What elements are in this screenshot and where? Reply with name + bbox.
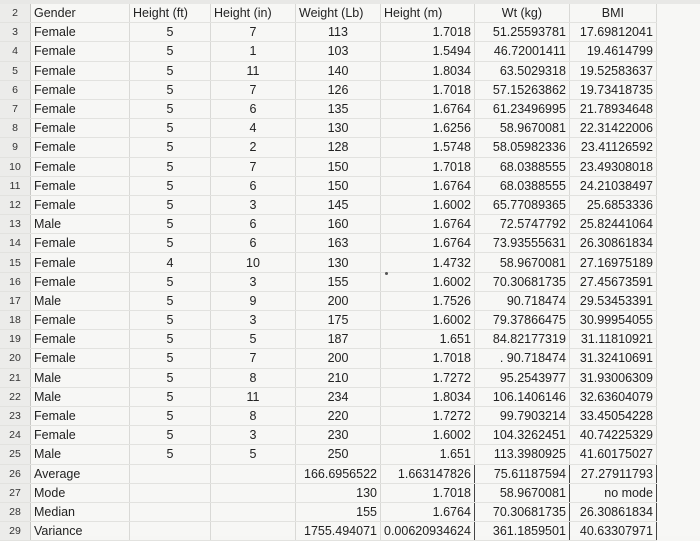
cell-height-m[interactable]: 1.7018 <box>381 23 475 42</box>
row-number[interactable]: 13 <box>0 215 31 234</box>
cell-height-in[interactable]: 11 <box>211 387 296 406</box>
cell-height-m[interactable]: 1.6764 <box>381 234 475 253</box>
cell-wt-kg[interactable]: . 90.718474 <box>474 349 569 368</box>
cell-height-ft[interactable]: 5 <box>130 234 211 253</box>
cell-height-ft[interactable]: 5 <box>130 445 211 464</box>
cell-height-in[interactable]: 2 <box>211 138 296 157</box>
row-number[interactable]: 24 <box>0 426 31 445</box>
cell-height-in[interactable]: 8 <box>211 368 296 387</box>
cell-height-in[interactable]: 7 <box>211 23 296 42</box>
cell-gender[interactable]: Female <box>31 42 130 61</box>
table-row <box>0 291 656 310</box>
cell-height-ft[interactable]: 5 <box>130 80 211 99</box>
cell-bmi[interactable]: 17.69812041 <box>569 23 656 42</box>
row-number[interactable]: 20 <box>0 349 31 368</box>
cell-empty[interactable] <box>130 483 211 502</box>
cell-height-in[interactable]: 5 <box>211 445 296 464</box>
cell-bmi[interactable]: 31.32410691 <box>569 349 656 368</box>
cell-height-in[interactable]: 1 <box>211 42 296 61</box>
cell-empty[interactable] <box>211 464 296 483</box>
cell-height-m[interactable]: 1.7526 <box>381 291 475 310</box>
cell-gender[interactable]: Female <box>31 349 130 368</box>
cell-height-in[interactable]: 9 <box>211 291 296 310</box>
row-number[interactable]: 18 <box>0 311 31 330</box>
cell-gender[interactable]: Female <box>31 99 130 118</box>
table-row <box>0 119 656 138</box>
cell-bmi[interactable]: 31.93006309 <box>569 368 656 387</box>
row-number[interactable]: 14 <box>0 234 31 253</box>
header-height-ft[interactable]: Height (ft) <box>130 4 211 23</box>
cell-gender[interactable]: Female <box>31 272 130 291</box>
table-row <box>0 387 656 406</box>
cell-height-in[interactable]: 7 <box>211 349 296 368</box>
row-number[interactable]: 7 <box>0 99 31 118</box>
cell-height-ft[interactable]: 5 <box>130 61 211 80</box>
row-number[interactable]: 19 <box>0 330 31 349</box>
cell-height-ft[interactable]: 5 <box>130 311 211 330</box>
header-wt-kg[interactable]: Wt (kg) <box>474 4 569 23</box>
cell-height-in[interactable]: 6 <box>211 176 296 195</box>
cell-stat-label[interactable]: Mode <box>31 483 130 502</box>
row-number[interactable]: 6 <box>0 80 31 99</box>
cell-stat-bmi[interactable]: no mode <box>569 483 656 502</box>
cell-bmi[interactable]: 24.21038497 <box>569 176 656 195</box>
table-row <box>0 157 656 176</box>
cell-weight-lb[interactable]: 113 <box>296 23 381 42</box>
stats-row <box>0 464 656 483</box>
cell-wt-kg[interactable]: 57.15263862 <box>474 80 569 99</box>
table-row <box>0 195 656 214</box>
cell-height-m[interactable]: 1.7018 <box>381 349 475 368</box>
header-bmi[interactable]: BMI <box>569 4 656 23</box>
cell-stat-wt-kg[interactable]: 75.61187594 <box>474 464 569 483</box>
cell-height-m[interactable]: 1.6256 <box>381 119 475 138</box>
cell-bmi[interactable]: 22.31422006 <box>569 119 656 138</box>
cell-height-ft[interactable]: 5 <box>130 195 211 214</box>
cell-stat-bmi[interactable]: 40.63307971 <box>569 522 656 541</box>
table-row <box>0 349 656 368</box>
row-number[interactable]: 8 <box>0 119 31 138</box>
cell-height-in[interactable]: 6 <box>211 215 296 234</box>
cell-weight-lb[interactable]: 163 <box>296 234 381 253</box>
cell-height-in[interactable]: 6 <box>211 234 296 253</box>
data-table <box>0 4 657 541</box>
cell-height-in[interactable]: 10 <box>211 253 296 272</box>
row-number[interactable]: 3 <box>0 23 31 42</box>
cell-height-ft[interactable]: 5 <box>130 387 211 406</box>
cell-bmi[interactable]: 25.82441064 <box>569 215 656 234</box>
cell-height-m[interactable]: 1.6764 <box>381 176 475 195</box>
cell-weight-lb[interactable]: 130 <box>296 119 381 138</box>
table-row <box>0 426 656 445</box>
cell-bmi[interactable]: 32.63604079 <box>569 387 656 406</box>
table-row <box>0 176 656 195</box>
row-number[interactable]: 5 <box>0 61 31 80</box>
cell-height-m[interactable]: 1.651 <box>381 330 475 349</box>
row-number[interactable]: 23 <box>0 406 31 425</box>
cell-height-in[interactable]: 6 <box>211 99 296 118</box>
cell-bmi[interactable]: 33.45054228 <box>569 406 656 425</box>
cell-wt-kg[interactable]: 58.9670081 <box>474 253 569 272</box>
cell-bmi[interactable]: 27.45673591 <box>569 272 656 291</box>
cell-stat-bmi[interactable]: 27.27911793 <box>569 464 656 483</box>
table-row <box>0 80 656 99</box>
cell-wt-kg[interactable]: 79.37866475 <box>474 311 569 330</box>
cell-height-m[interactable]: 1.6002 <box>381 311 475 330</box>
cell-height-m[interactable]: 1.7018 <box>381 157 475 176</box>
cell-weight-lb[interactable]: 155 <box>296 272 381 291</box>
cell-height-ft[interactable]: 5 <box>130 138 211 157</box>
cell-gender[interactable]: Male <box>31 368 130 387</box>
cell-empty[interactable] <box>130 464 211 483</box>
cell-weight-lb[interactable]: 160 <box>296 215 381 234</box>
cell-weight-lb[interactable]: 128 <box>296 138 381 157</box>
cell-stat-weight-lb[interactable]: 166.6956522 <box>296 464 381 483</box>
cell-bmi[interactable]: 31.11810921 <box>569 330 656 349</box>
cell-wt-kg[interactable]: 113.3980925 <box>474 445 569 464</box>
cell-height-m[interactable]: 1.5494 <box>381 42 475 61</box>
cell-gender[interactable]: Female <box>31 253 130 272</box>
cell-wt-kg[interactable]: 46.72001411 <box>474 42 569 61</box>
row-number[interactable]: 27 <box>0 483 31 502</box>
cell-height-m[interactable]: 1.8034 <box>381 61 475 80</box>
cell-bmi[interactable]: 23.41126592 <box>569 138 656 157</box>
cell-weight-lb[interactable]: 250 <box>296 445 381 464</box>
table-row <box>0 272 656 291</box>
header-weight-lb[interactable]: Weight (Lb) <box>296 4 381 23</box>
header-gender[interactable]: Gender <box>31 4 130 23</box>
cell-weight-lb[interactable]: 175 <box>296 311 381 330</box>
row-number[interactable]: 9 <box>0 138 31 157</box>
cell-wt-kg[interactable]: 61.23496995 <box>474 99 569 118</box>
cell-gender[interactable]: Female <box>31 406 130 425</box>
cell-weight-lb[interactable]: 234 <box>296 387 381 406</box>
cell-gender[interactable]: Female <box>31 157 130 176</box>
table-row <box>0 445 656 464</box>
cell-weight-lb[interactable]: 140 <box>296 61 381 80</box>
cell-gender[interactable]: Female <box>31 138 130 157</box>
cell-bmi[interactable]: 29.53453391 <box>569 291 656 310</box>
cell-weight-lb[interactable]: 145 <box>296 195 381 214</box>
table-row <box>0 138 656 157</box>
cell-stat-label[interactable]: Variance <box>31 522 130 541</box>
row-number[interactable]: 25 <box>0 445 31 464</box>
cell-stat-wt-kg[interactable]: 58.9670081 <box>474 483 569 502</box>
cell-height-ft[interactable]: 5 <box>130 272 211 291</box>
cell-weight-lb[interactable]: 220 <box>296 406 381 425</box>
row-number[interactable]: 10 <box>0 157 31 176</box>
row-number[interactable]: 15 <box>0 253 31 272</box>
stray-dot <box>385 272 388 275</box>
table-row <box>0 253 656 272</box>
cell-height-ft[interactable]: 5 <box>130 23 211 42</box>
cell-stat-wt-kg[interactable]: 361.1859501 <box>474 522 569 541</box>
cell-weight-lb[interactable]: 200 <box>296 349 381 368</box>
cell-stat-height-m[interactable]: 1.663147826 <box>381 464 475 483</box>
cell-height-in[interactable]: 7 <box>211 157 296 176</box>
cell-bmi[interactable]: 41.60175027 <box>569 445 656 464</box>
cell-height-m[interactable]: 1.7272 <box>381 406 475 425</box>
cell-gender[interactable]: Female <box>31 23 130 42</box>
cell-stat-label[interactable]: Median <box>31 502 130 521</box>
cell-wt-kg[interactable]: 63.5029318 <box>474 61 569 80</box>
cell-height-ft[interactable]: 5 <box>130 330 211 349</box>
cell-height-ft[interactable]: 5 <box>130 215 211 234</box>
cell-stat-weight-lb[interactable]: 1755.494071 <box>296 522 381 541</box>
row-number[interactable]: 29 <box>0 522 31 541</box>
row-number[interactable]: 11 <box>0 176 31 195</box>
cell-height-m[interactable]: 1.651 <box>381 445 475 464</box>
cell-wt-kg[interactable]: 104.3262451 <box>474 426 569 445</box>
cell-weight-lb[interactable]: 103 <box>296 42 381 61</box>
table-row <box>0 330 656 349</box>
stats-row <box>0 522 656 541</box>
cell-weight-lb[interactable]: 200 <box>296 291 381 310</box>
table-row <box>0 234 656 253</box>
cell-wt-kg[interactable]: 65.77089365 <box>474 195 569 214</box>
cell-height-in[interactable]: 3 <box>211 272 296 291</box>
cell-height-m[interactable]: 1.6002 <box>381 195 475 214</box>
table-row <box>0 99 656 118</box>
cell-weight-lb[interactable]: 150 <box>296 157 381 176</box>
cell-bmi[interactable]: 30.99954055 <box>569 311 656 330</box>
table-row <box>0 215 656 234</box>
cell-wt-kg[interactable]: 99.7903214 <box>474 406 569 425</box>
cell-stat-label[interactable]: Average <box>31 464 130 483</box>
cell-gender[interactable]: Female <box>31 80 130 99</box>
cell-gender[interactable]: Male <box>31 291 130 310</box>
cell-height-in[interactable]: 3 <box>211 311 296 330</box>
cell-bmi[interactable]: 40.74225329 <box>569 426 656 445</box>
cell-height-m[interactable]: 1.4732 <box>381 253 475 272</box>
row-number[interactable]: 4 <box>0 42 31 61</box>
cell-height-m[interactable]: 1.6764 <box>381 215 475 234</box>
cell-height-m[interactable]: 1.8034 <box>381 387 475 406</box>
cell-height-ft[interactable]: 4 <box>130 253 211 272</box>
row-number[interactable]: 2 <box>0 4 31 23</box>
cell-height-in[interactable]: 7 <box>211 80 296 99</box>
cell-gender[interactable]: Female <box>31 176 130 195</box>
cell-height-ft[interactable]: 5 <box>130 42 211 61</box>
cell-gender[interactable]: Female <box>31 426 130 445</box>
cell-height-ft[interactable]: 5 <box>130 426 211 445</box>
stats-row <box>0 502 656 521</box>
table-row <box>0 42 656 61</box>
cell-bmi[interactable]: 19.52583637 <box>569 61 656 80</box>
cell-height-ft[interactable]: 5 <box>130 176 211 195</box>
cell-height-in[interactable]: 8 <box>211 406 296 425</box>
cell-height-in[interactable]: 4 <box>211 119 296 138</box>
cell-stat-weight-lb[interactable]: 130 <box>296 483 381 502</box>
cell-height-ft[interactable]: 5 <box>130 157 211 176</box>
cell-gender[interactable]: Female <box>31 195 130 214</box>
row-number[interactable]: 12 <box>0 195 31 214</box>
cell-bmi[interactable]: 19.4614799 <box>569 42 656 61</box>
cell-weight-lb[interactable]: 187 <box>296 330 381 349</box>
cell-gender[interactable]: Female <box>31 119 130 138</box>
row-number[interactable]: 21 <box>0 368 31 387</box>
cell-wt-kg[interactable]: 58.05982336 <box>474 138 569 157</box>
cell-wt-kg[interactable]: 68.0388555 <box>474 157 569 176</box>
cell-wt-kg[interactable]: 84.82177319 <box>474 330 569 349</box>
cell-bmi[interactable]: 21.78934648 <box>569 99 656 118</box>
cell-gender[interactable]: Female <box>31 311 130 330</box>
row-number[interactable]: 28 <box>0 502 31 521</box>
cell-stat-weight-lb[interactable]: 155 <box>296 502 381 521</box>
cell-wt-kg[interactable]: 106.1406146 <box>474 387 569 406</box>
cell-weight-lb[interactable]: 210 <box>296 368 381 387</box>
header-row <box>0 4 656 23</box>
cell-gender[interactable]: Male <box>31 387 130 406</box>
header-height-in[interactable]: Height (in) <box>211 4 296 23</box>
cell-stat-height-m[interactable]: 1.6764 <box>381 502 475 521</box>
cell-wt-kg[interactable]: 72.5747792 <box>474 215 569 234</box>
cell-weight-lb[interactable]: 150 <box>296 176 381 195</box>
cell-bmi[interactable]: 25.6853336 <box>569 195 656 214</box>
cell-weight-lb[interactable]: 130 <box>296 253 381 272</box>
cell-bmi[interactable]: 19.73418735 <box>569 80 656 99</box>
cell-gender[interactable]: Female <box>31 234 130 253</box>
cell-weight-lb[interactable]: 126 <box>296 80 381 99</box>
cell-weight-lb[interactable]: 230 <box>296 426 381 445</box>
cell-height-ft[interactable]: 5 <box>130 349 211 368</box>
cell-stat-height-m[interactable]: 0.00620934624 <box>381 522 475 541</box>
cell-height-m[interactable]: 1.6002 <box>381 272 475 291</box>
cell-wt-kg[interactable]: 90.718474 <box>474 291 569 310</box>
cell-stat-bmi[interactable]: 26.30861834 <box>569 502 656 521</box>
cell-height-m[interactable]: 1.5748 <box>381 138 475 157</box>
cell-height-ft[interactable]: 5 <box>130 406 211 425</box>
header-height-m[interactable]: Height (m) <box>381 4 475 23</box>
cell-height-m[interactable]: 1.7272 <box>381 368 475 387</box>
cell-height-m[interactable]: 1.7018 <box>381 80 475 99</box>
row-number[interactable]: 17 <box>0 291 31 310</box>
cell-height-in[interactable]: 5 <box>211 330 296 349</box>
cell-wt-kg[interactable]: 51.25593781 <box>474 23 569 42</box>
cell-empty[interactable] <box>130 522 211 541</box>
cell-gender[interactable]: Male <box>31 215 130 234</box>
row-number[interactable]: 16 <box>0 272 31 291</box>
table-row <box>0 406 656 425</box>
cell-empty[interactable] <box>211 522 296 541</box>
cell-gender[interactable]: Male <box>31 445 130 464</box>
cell-bmi[interactable]: 27.16975189 <box>569 253 656 272</box>
cell-height-ft[interactable]: 5 <box>130 368 211 387</box>
row-number[interactable]: 22 <box>0 387 31 406</box>
cell-height-ft[interactable]: 5 <box>130 291 211 310</box>
cell-wt-kg[interactable]: 70.30681735 <box>474 272 569 291</box>
table-row <box>0 23 656 42</box>
cell-stat-wt-kg[interactable]: 70.30681735 <box>474 502 569 521</box>
cell-height-m[interactable]: 1.6002 <box>381 426 475 445</box>
cell-height-ft[interactable]: 5 <box>130 119 211 138</box>
cell-gender[interactable]: Female <box>31 330 130 349</box>
stats-row <box>0 483 656 502</box>
table-row <box>0 368 656 387</box>
table-row <box>0 61 656 80</box>
cell-weight-lb[interactable]: 135 <box>296 99 381 118</box>
cell-gender[interactable]: Female <box>31 61 130 80</box>
cell-height-in[interactable]: 3 <box>211 426 296 445</box>
cell-empty[interactable] <box>130 502 211 521</box>
cell-height-in[interactable]: 3 <box>211 195 296 214</box>
cell-height-ft[interactable]: 5 <box>130 99 211 118</box>
table-row <box>0 311 656 330</box>
cell-empty[interactable] <box>211 502 296 521</box>
cell-empty[interactable] <box>211 483 296 502</box>
cell-wt-kg[interactable]: 73.93555631 <box>474 234 569 253</box>
cell-height-in[interactable]: 11 <box>211 61 296 80</box>
cell-height-m[interactable]: 1.6764 <box>381 99 475 118</box>
cell-wt-kg[interactable]: 95.2543977 <box>474 368 569 387</box>
cell-bmi[interactable]: 23.49308018 <box>569 157 656 176</box>
row-number[interactable]: 26 <box>0 464 31 483</box>
cell-wt-kg[interactable]: 58.9670081 <box>474 119 569 138</box>
cell-stat-height-m[interactable]: 1.7018 <box>381 483 475 502</box>
cell-bmi[interactable]: 26.30861834 <box>569 234 656 253</box>
cell-wt-kg[interactable]: 68.0388555 <box>474 176 569 195</box>
